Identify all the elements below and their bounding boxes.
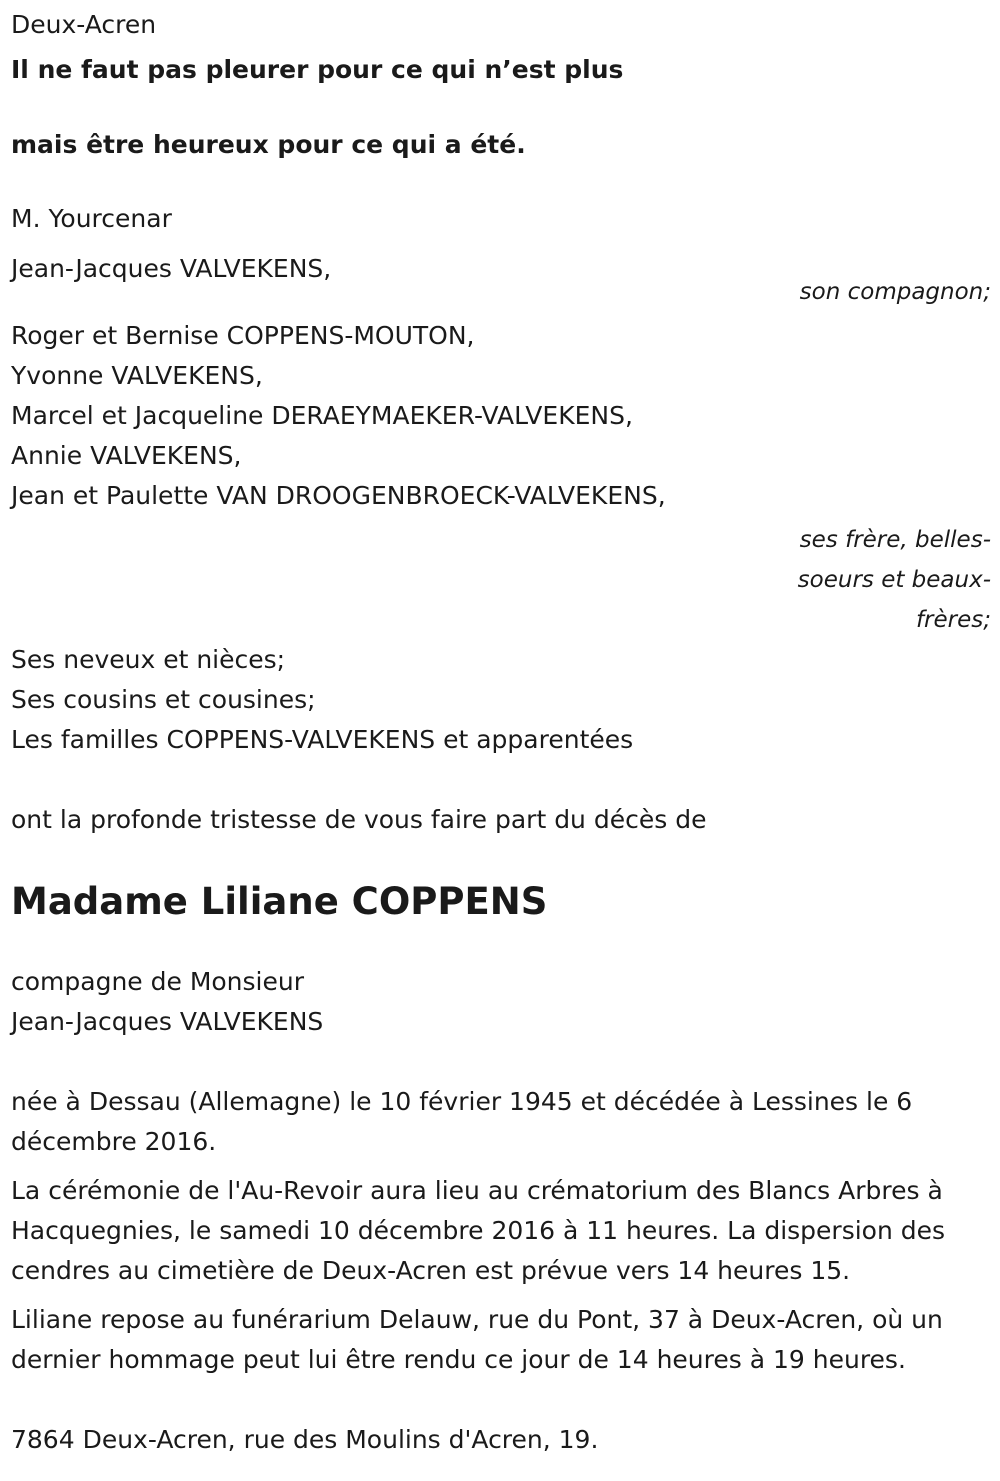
siblings-list xyxy=(11,316,991,516)
obituary-notice xyxy=(11,0,991,1460)
sibling-name: Marcel et Jacqueline DERAEYMAEKER-VALVEKENS, xyxy=(11,401,633,430)
relatives-line: Ses cousins et cousines; xyxy=(11,685,316,714)
quote-author: M. Yourcenar xyxy=(11,204,172,233)
ceremony-text: La cérémonie de l'Au-Revoir aura lieu au crématorium des Blancs Arbres à Hacquegnies, le samedi 10 décembre 2016 à 11 heures. La dispersion des cendres au cimetière de Deux-Acren est prévue vers 14 heures 15. xyxy=(11,1176,946,1285)
quote-line-1: Il ne faut pas pleurer pour ce qui n’est plus xyxy=(11,55,624,84)
sibling-name: Yvonne VALVEKENS, xyxy=(11,361,263,390)
address-text: 7864 Deux-Acren, rue des Moulins d'Acren, 19. xyxy=(11,1425,599,1454)
announcement-text: ont la profonde tristesse de vous faire part du décès de xyxy=(11,805,707,834)
relatives-list xyxy=(11,640,991,760)
partner-line-1: compagne de Monsieur xyxy=(11,967,305,996)
sibling-name: Roger et Bernise COPPENS-MOUTON, xyxy=(11,321,475,350)
partner-line-2: Jean-Jacques VALVEKENS xyxy=(11,1007,324,1036)
sibling-name: Jean et Paulette VAN DROOGENBROECK-VALVEKENS, xyxy=(11,481,666,510)
companion-role: son compagnon; xyxy=(799,279,991,305)
location-header: Deux-Acren xyxy=(11,10,157,39)
siblings-role-line: soeurs et beaux- xyxy=(797,567,991,593)
viewing-text: Liliane repose au funérarium Delauw, rue du Pont, 37 à Deux-Acren, où un dernier hommage peut lui être rendu ce jour de 14 heures à 19 heures. xyxy=(11,1305,943,1374)
siblings-role-line: frères; xyxy=(915,607,991,633)
relatives-line: Ses neveux et nièces; xyxy=(11,645,286,674)
sibling-name: Annie VALVEKENS, xyxy=(11,441,242,470)
siblings-role-line: ses frère, belles- xyxy=(799,527,991,553)
birth-death-text: née à Dessau (Allemagne) le 10 février 1945 et décédée à Lessines le 6 décembre 2016. xyxy=(11,1087,913,1156)
siblings-role xyxy=(781,520,991,640)
companion-name: Jean-Jacques VALVEKENS, xyxy=(11,254,332,283)
quote-line-2: mais être heureux pour ce qui a été. xyxy=(11,130,526,159)
relatives-line: Les familles COPPENS-VALVEKENS et apparentées xyxy=(11,725,634,754)
deceased-name: Madame Liliane COPPENS xyxy=(11,880,548,923)
